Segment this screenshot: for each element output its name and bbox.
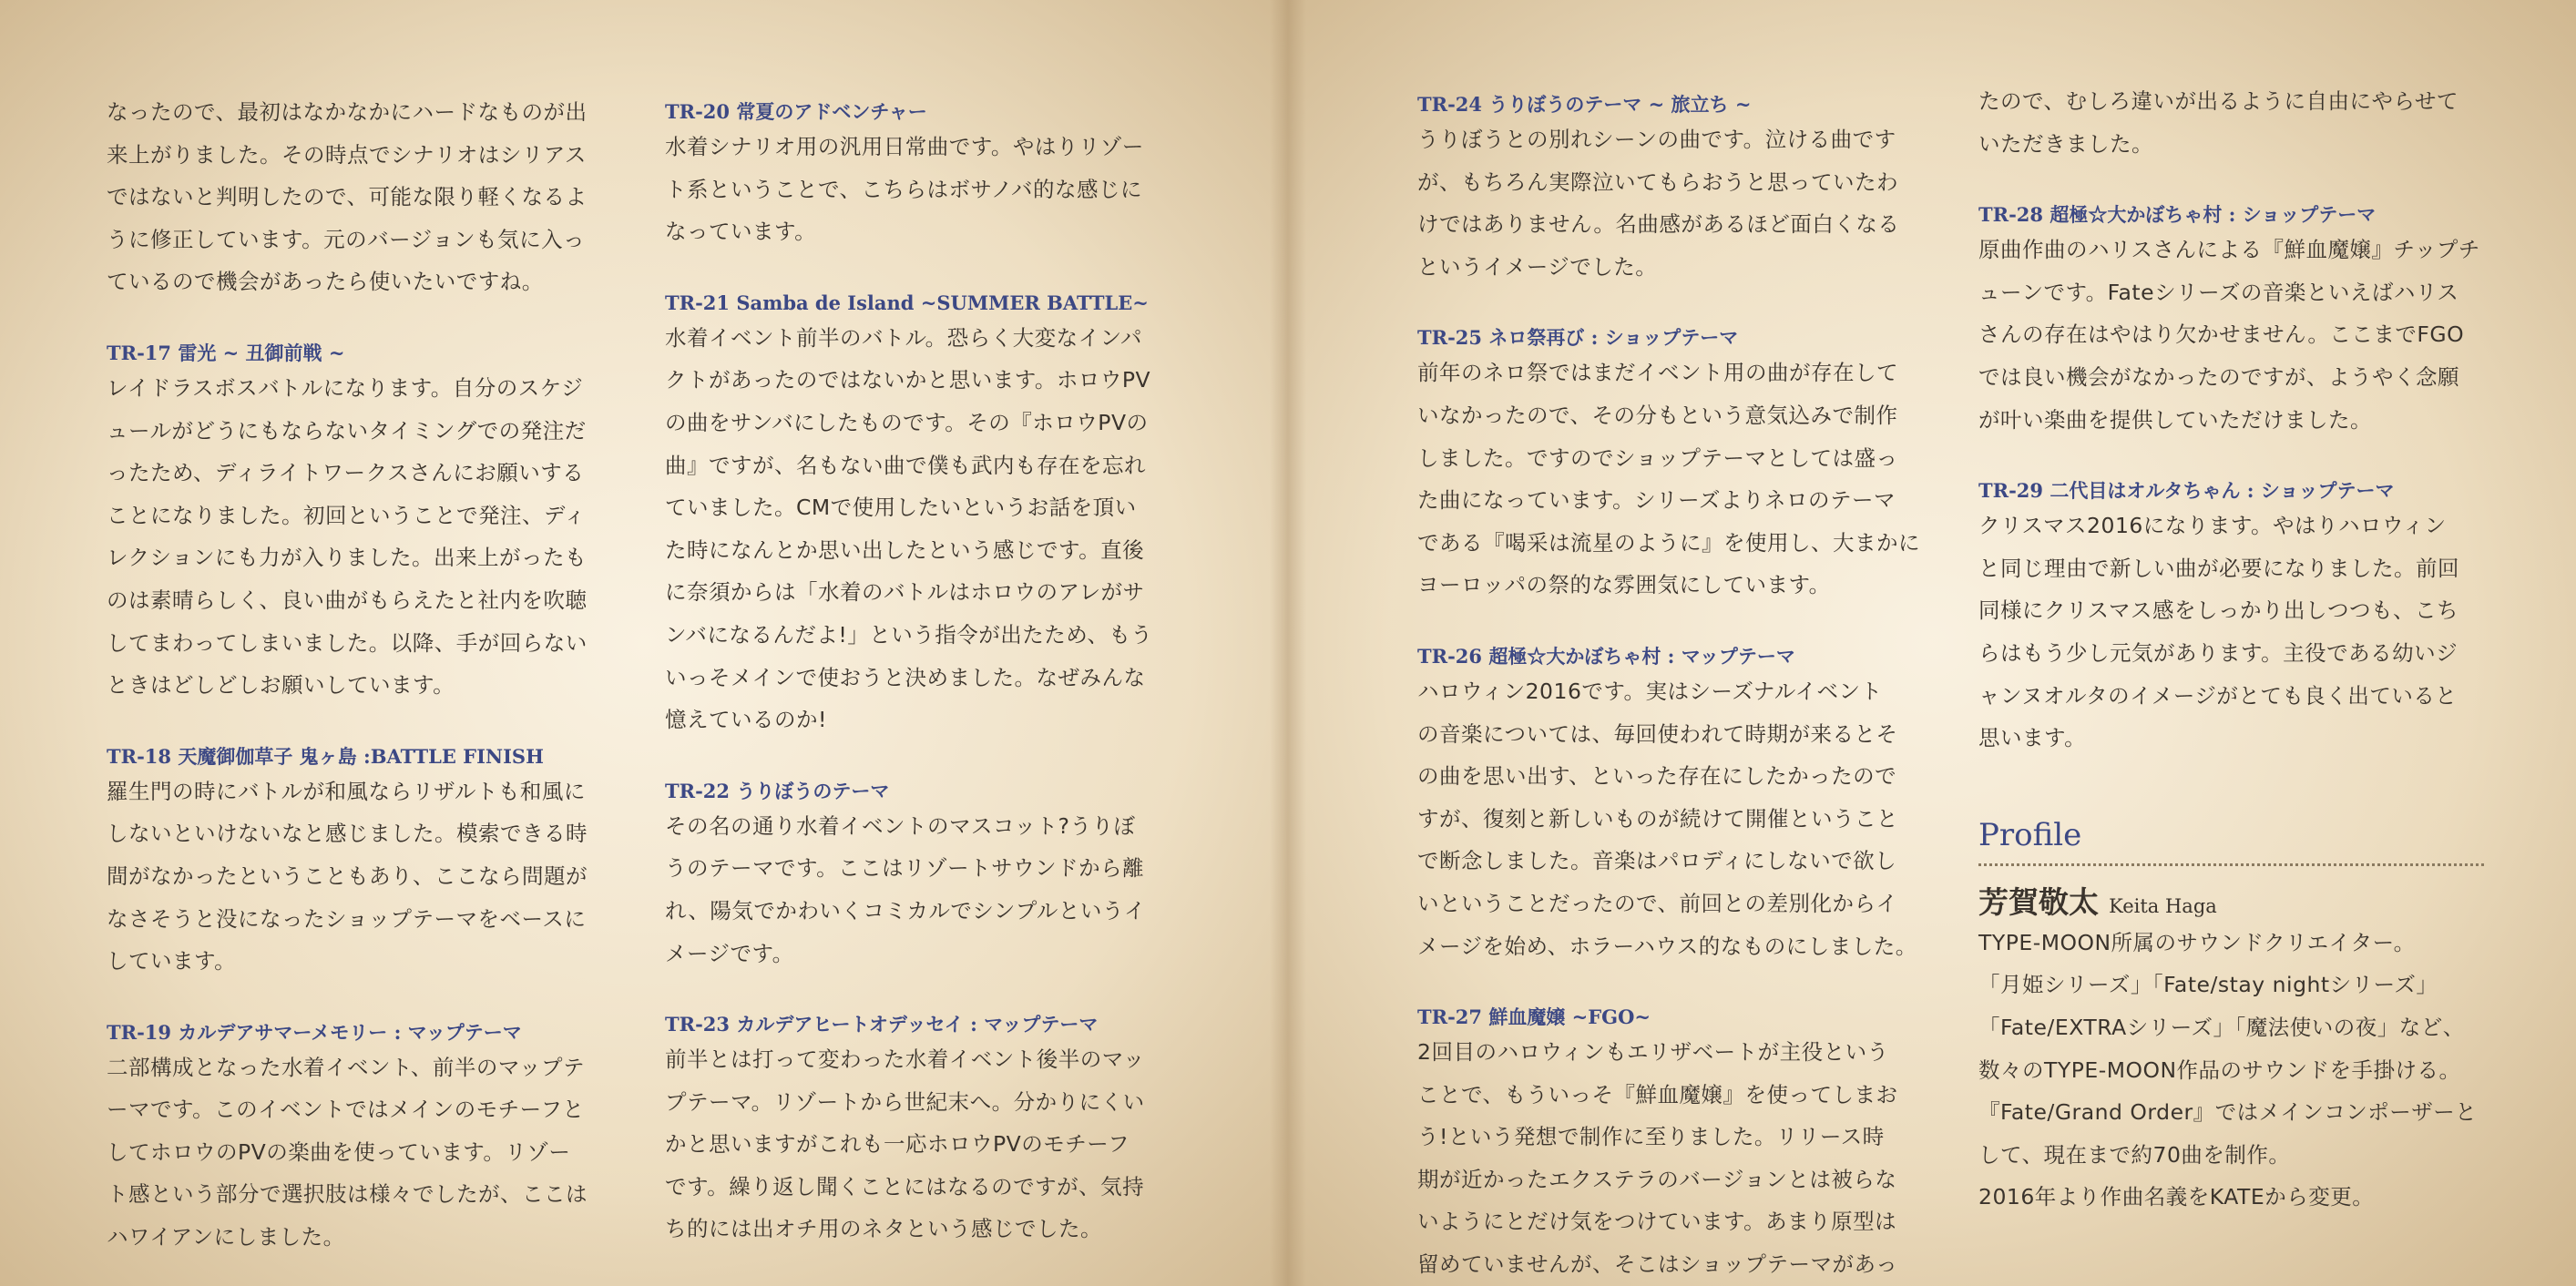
track-title: TR-26 超極☆大かぼちゃ村 : マップテーマ [1417,644,1795,668]
text-block [1978,80,2507,165]
track-description: 水着イベント前半のバトル。恐らく大変なインパ クトがあったのではないかと思います。ホロウPV の曲をサンバにしたものです。その『ホロウPVの 曲』ですが、名もない曲で僕も武内も存在を忘れ ていました。CMで使用したいというお話を頂い た時になんとか思い出したという感じです。直後 に奈須からは「水着のバトルはホロウのアレがサ ンバになるんだよ!」という指令が出たため、もう いっそメインで使おうと決めました。なぜみんな 憶えているのか! [665,324,1153,733]
text-block [107,91,617,303]
profile-name-en: Keita Haga [2109,894,2217,917]
track-description: 水着シナリオ用の汎用日常曲です。やはりリゾー ト系ということで、こちらはボサノバ的な感じに なっています。 [665,134,1144,245]
track-title: TR-19 カルデアサマーメモリー : マップテーマ [107,1020,522,1044]
track-description: 2回目のハロウィンもエリザベートが主役という ことで、もういっそ『鮮血魔嬢』を使ってしまお う!という発想で制作に至りました。リリース時 期が近かったエクステラのバージョンとは被らな いようにとだけ気をつけています。あまり原型は 留めていませんが、そこはショップテーマがあっ [1417,1039,1898,1278]
track-entry [1417,1004,1927,1286]
track-description: 二部構成となった水着イベント、前半のマップテ ーマです。このイベントではメインのモチーフと してホロウのPVの楽曲を使っています。リゾー ト感という部分で選択肢は様々でしたが、ここは ハワイアンにしました。 [107,1054,588,1250]
track-description: ハロウィン2016です。実はシーズナルイベント の音楽については、毎回使われて時期が来るとそ の曲を思い出す、といった存在にしたかったので すが、復刻と新しいものが続けて開催ということ で断念しました。音楽はパロディにしないで欲し いということだったので、前回との差別化からイ メージを始め、ホラーハウス的なものにしました。 [1417,678,1917,959]
track-description: その名の通り水着イベントのマスコット?うりぼ うのテーマです。ここはリゾートサウンドから離 れ、陽気でかわいくコミカルでシンプルというイ メージです。 [665,812,1146,966]
track-entry [665,98,1175,253]
profile-text: TYPE-MOON所属のサウンドクリエイター。 「月姫シリーズ」「Fate/stay nightシリーズ」 「Fate/EXTRAシリーズ」「魔法使いの夜」など、 数々のTYPE-MOON作品のサウンドを手掛ける。 『Fate/Grand Order』ではメインコンポーザーと して、現在まで約70曲を制作。 2016年より作曲名義をKATEから変更。 [1978,929,2478,1210]
right-column-2 [1978,80,2507,1219]
right-page [1288,0,2576,1286]
track-entry [1978,201,2507,441]
track-title: TR-27 鮮血魔嬢 ~FGO~ [1417,1005,1651,1029]
track-entry [107,743,617,983]
track-description: 羅生門の時にバトルが和風ならリザルトも和風に しないといけないなと感じました。模索できる時 間がなかったということもあり、ここなら問題が なさそうと没になったショップテーマをベースに しています。 [107,778,588,975]
track-title: TR-23 カルデアヒートオデッセイ : マップテーマ [665,1013,1099,1036]
track-title: TR-17 雷光 ~ 丑御前戦 ~ [107,341,345,364]
track-description: 前半とは打って変わった水着イベント後半のマッ プテーマ。リゾートから世紀末へ。分かりにくい かと思いますがこれも一応ホロウPVのモチーフ です。繰り返し聞くことにはなるのですが、気持 ち的には出オチ用のネタという感じでした。 [665,1046,1145,1242]
track-title: TR-18 天魔御伽草子 鬼ヶ島 :BATTLE FINISH [107,744,544,768]
left-column-2 [665,98,1175,1286]
track-description: レイドラスボスバトルになります。自分のスケジ ュールがどうにもならないタイミングでの発注だ ったため、ディライトワークスさんにお願いする ことになりました。初回ということで発注、ディ レクションにも力が入りました。出来上がったも のは素晴らしく、良い曲がもらえたと社内を吹聴 してまわってしまいました。以降、手が回らない ときはどしどしお願いしています。 [107,374,588,699]
track-description: うりぼうとの別れシーンの曲です。泣ける曲です が、もちろん実際泣いてもらおうと思っていたわ けではありません。名曲感があるほど面白くなる というイメージでした。 [1417,127,1900,280]
track-entry [1417,91,1927,288]
profile-section [1978,814,2507,1219]
track-title: TR-25 ネロ祭再び : ショップテーマ [1417,326,1739,350]
track-entry [107,340,617,707]
track-description: クリスマス2016になります。やはりハロウィン と同じ理由で新しい曲が必要になりました。前回 同様にクリスマス感をしっかり出しつつも、こち らはもう少し元気があります。主役である幼いジ ャンヌオルタのイメージがとても良く出ていると 思います。 [1978,513,2459,751]
track-description: 前年のネロ祭ではまだイベント用の曲が存在して いなかったので、その分もという意気込みで制作 しました。ですのでショップテーマとしては盛っ た曲になっています。シリーズよりネロのテーマ である『喝采は流星のように』を使用し、大まかに ヨーロッパの祭的な雰囲気にしています。 [1417,360,1920,598]
track-title: TR-29 二代目はオルタちゃん : ショップテーマ [1978,479,2395,503]
track-entry [665,1011,1175,1250]
page-fold [1270,0,1306,1286]
right-column-1 [1417,91,1927,1286]
profile-name-jp: 芳賀敬太 [1978,883,2099,920]
profile-divider [1978,863,2484,866]
track-title: TR-22 うりぼうのテーマ [665,779,890,802]
track-description: 原曲作曲のハリスさんによる『鮮血魔嬢』チップチ ューンです。Fateシリーズの音楽といえばハリス さんの存在はやはり欠かせません。ここまでFGO では良い機会がなかったのですが、ようやく念願 が叶い楽曲を提供していただけました。 [1978,237,2480,433]
continued-text: たので、むしろ違いが出るように自由にやらせて いただきました。 [1978,88,2458,157]
track-title: TR-24 うりぼうのテーマ ~ 旅立ち ~ [1417,93,1752,116]
profile-name-line [1978,879,2507,922]
track-entry [1978,477,2507,760]
track-entry [107,1019,617,1259]
track-title: TR-21 Samba de Island ~SUMMER BATTLE~ [665,291,1149,314]
track-entry [665,778,1175,975]
track-entry [1417,324,1927,607]
track-title: TR-20 常夏のアドベンチャー [665,100,927,123]
profile-heading: Profile [1978,816,2082,853]
left-column-1 [107,91,617,1286]
continued-text: なったので、最初はなかなかにハードなものが出 来上がりました。その時点でシナリオはシリアス ではないと判明したので、可能な限り軽くなるよ うに修正しています。元のバージョンも気に入っ ているので機会があったら使いたいですね。 [107,99,588,295]
track-entry [1417,643,1927,967]
track-entry [665,290,1175,741]
track-title: TR-28 超極☆大かぼちゃ村 : ショップテーマ [1978,203,2377,227]
